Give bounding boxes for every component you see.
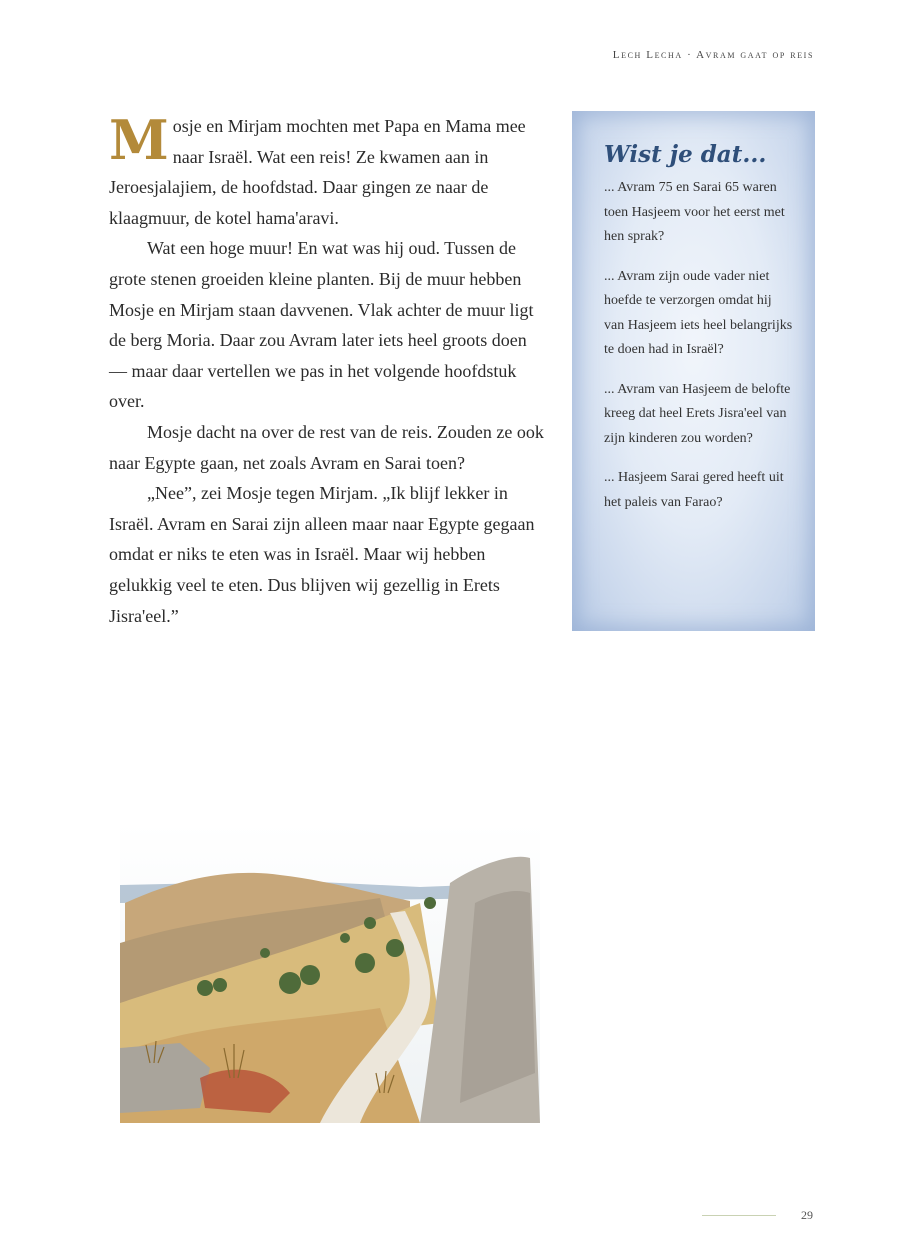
story-paragraph-2: Wat een hoge muur! En wat was hij oud. Tussen de grote stenen groeiden kleine planten. Bij de muur hebben Mosje en Mirjam staan davvenen. Vlak achter de muur ligt de berg Moria. Daar zou Avram later iets heel groots doen — maar daar vertellen we pas in het volgende hoofdstuk over. bbox=[109, 238, 534, 412]
landscape-illustration bbox=[120, 823, 540, 1123]
story-paragraph-1: Mosje en Mirjam mochten met Papa en Mama mee naar Israël. Wat een reis! Ze kwamen aan in Jeroesjalajiem, de hoofdstad. Daar gingen ze naar de klaagmuur, de kotel hama'aravi. bbox=[109, 108, 526, 228]
did-you-know-title: Wist je dat... bbox=[604, 141, 767, 168]
story-paragraph-4: „Nee”, zei Mosje tegen Mirjam. „Ik blijf lekker in Israël. Avram en Sarai zijn alleen maar naar Egypte gegaan omdat er niks te eten was in Israël. Maar wij hebben gelukkig veel te eten. Dus blijven wij gezellig in Erets Jisra'eel.” bbox=[109, 483, 535, 626]
story-text bbox=[109, 108, 549, 631]
drop-cap: M bbox=[109, 108, 169, 172]
fact-item: ... Avram 75 en Sarai 65 waren toen Hasjeem voor het eerst met hen sprak? bbox=[604, 180, 785, 244]
running-header: Lech Lecha · Avram gaat op reis bbox=[612, 49, 814, 61]
fact-item: ... Avram van Hasjeem de belofte kreeg dat heel Erets Jisra'eel van zijn kinderen zou worden? bbox=[604, 381, 791, 446]
story-paragraph-3: Mosje dacht na over de rest van de reis. Zouden ze ook naar Egypte gaan, net zoals Avram en Sarai toen? bbox=[109, 421, 544, 473]
page-number: 29 bbox=[801, 1208, 813, 1222]
fact-item: ... Avram zijn oude vader niet hoefde te verzorgen omdat hij van Hasjeem iets heel belangrijks te doen had in Israël? bbox=[604, 268, 793, 357]
fact-item: ... Hasjeem Sarai gered heeft uit het paleis van Farao? bbox=[604, 470, 784, 510]
did-you-know-box bbox=[572, 111, 815, 631]
footer-rule bbox=[702, 1215, 776, 1216]
